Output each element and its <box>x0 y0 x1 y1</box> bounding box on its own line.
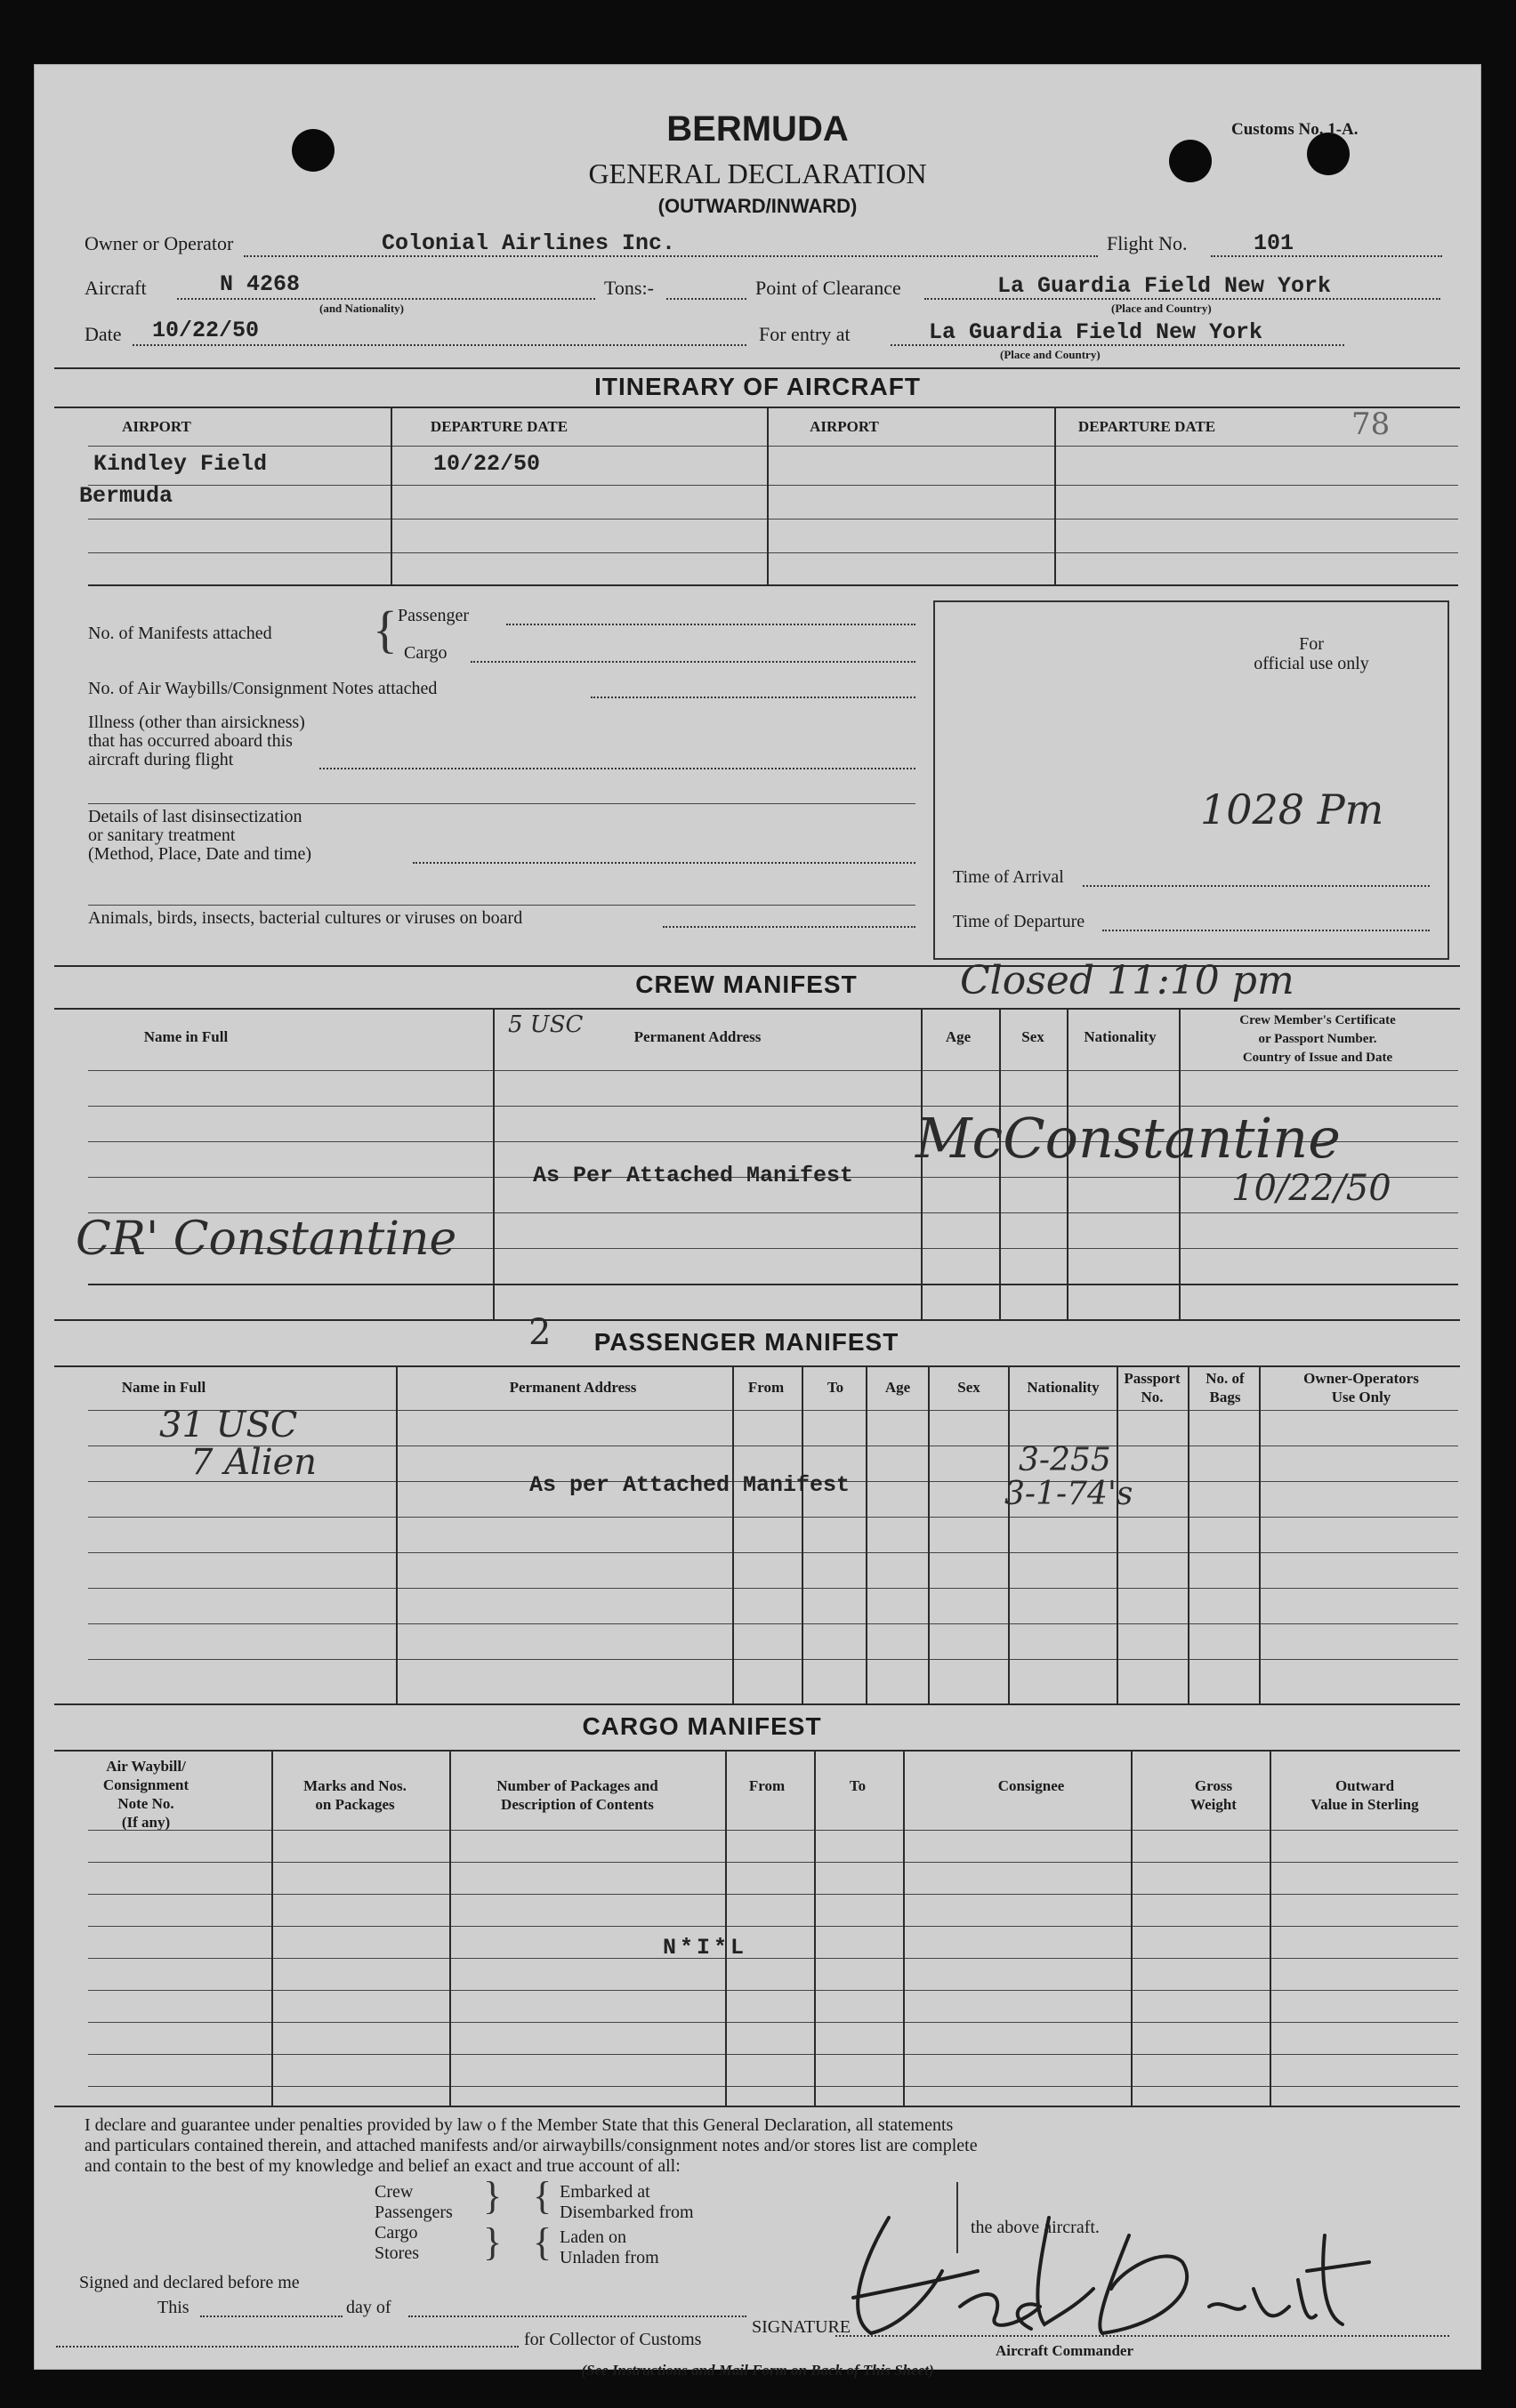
date-line <box>133 344 746 346</box>
flight-line <box>1211 255 1442 257</box>
itinerary-title: ITINERARY OF AIRCRAFT <box>594 373 921 400</box>
departure-label: Time of Departure <box>953 912 1085 931</box>
date-label: Date <box>85 323 122 345</box>
decl-crew: Crew <box>375 2182 414 2202</box>
cargo-nil: N*I*L <box>663 1935 748 1961</box>
decl-above-aircraft: the above aircraft. <box>971 2218 1100 2237</box>
cargo-col-marks <box>266 1776 444 1814</box>
decl-cargo: Cargo <box>375 2223 418 2243</box>
official-use-line-1: For <box>1299 634 1324 654</box>
declaration-line-3: and contain to the best of my knowledge and belief an exact and true account of all: <box>85 2156 681 2176</box>
rule <box>88 1517 1458 1518</box>
rule <box>88 1070 1458 1071</box>
pax-note-1: 31 USC <box>159 1405 298 1446</box>
brace: { <box>373 600 398 658</box>
illness-label-2: that has occurred aboard this <box>88 731 293 751</box>
cargo-waybill-line-3: Note No. <box>117 1795 174 1812</box>
passenger-label: Passenger <box>398 606 469 625</box>
decl-unladen: Unladen from <box>560 2248 659 2267</box>
rule <box>903 1750 905 2106</box>
entry-label: For entry at <box>759 323 851 345</box>
pax-col-age: Age <box>884 1379 911 1396</box>
rule <box>866 1365 867 1703</box>
rule <box>814 1750 816 2106</box>
rule <box>54 1008 1460 1010</box>
rule <box>767 407 769 584</box>
crew-signature-date: 10/22/50 <box>1231 1168 1391 1209</box>
official-use-line-2: official use only <box>1254 654 1369 673</box>
decl-embarked: Embarked at <box>560 2182 650 2202</box>
disinsect-label-3: (Method, Place, Date and time) <box>88 844 312 864</box>
signature-label: SIGNATURE <box>752 2317 851 2337</box>
rule <box>88 1659 1458 1660</box>
clearance-label: Point of Clearance <box>755 277 901 299</box>
animals-line <box>663 926 915 928</box>
crew-title: CREW MANIFEST <box>635 970 858 998</box>
this-line <box>200 2315 343 2317</box>
crew-col-name: Name in Full <box>143 1028 229 1045</box>
flight-label: Flight No. <box>1107 232 1188 254</box>
crew-col-nationality: Nationality <box>1084 1028 1157 1045</box>
tons-label: Tons:- <box>604 277 654 299</box>
disinsect-label-1: Details of last disinsectization <box>88 807 302 826</box>
rule <box>88 1862 1458 1863</box>
cargo-packages-line-1: Number of Packages and <box>496 1777 658 1794</box>
cargo-col-from: From <box>748 1777 786 1794</box>
pax-owner-line-1: Owner-Operators <box>1303 1370 1419 1387</box>
rule <box>928 1365 930 1703</box>
tons-line <box>666 298 746 300</box>
rule <box>88 803 915 804</box>
rule <box>1117 1365 1118 1703</box>
cargo-value-line-2: Value in Sterling <box>1310 1796 1419 1813</box>
col-airport-2: AIRPORT <box>810 418 879 435</box>
rule <box>54 1365 1460 1367</box>
crew-margin-note: CR' Constantine <box>76 1212 457 1266</box>
arrival-handwritten: 1028 Pm <box>1200 785 1384 834</box>
cargo-col-value <box>1271 1776 1458 1814</box>
crew-signature: McConstantine <box>915 1106 1341 1171</box>
pax-col-to: To <box>827 1379 844 1396</box>
form-number: Customs No. 1-A. <box>1231 120 1359 139</box>
rule <box>54 1750 1460 1752</box>
cargo-marks-line-1: Marks and Nos. <box>303 1777 407 1794</box>
col-departure-date-2: DEPARTURE DATE <box>1077 418 1216 435</box>
place-country-note: (Place and Country) <box>1000 348 1101 361</box>
aircraft-value: N 4268 <box>220 271 301 297</box>
crew-col-sex: Sex <box>1021 1028 1044 1045</box>
disinsect-label-2: or sanitary treatment <box>88 825 236 845</box>
rule <box>88 1588 1458 1589</box>
owner-label: Owner or Operator <box>85 232 234 254</box>
this-label: This <box>157 2298 190 2317</box>
day-label: day of <box>346 2298 391 2317</box>
rule <box>54 407 1460 408</box>
rule <box>88 1894 1458 1895</box>
rule <box>1054 407 1056 584</box>
declaration-form <box>34 64 1481 2379</box>
cargo-col-to: To <box>849 1777 867 1794</box>
pax-col-bags <box>1191 1369 1259 1406</box>
pax-owner-line-2: Use Only <box>1331 1389 1391 1405</box>
pax-bags-line-2: Bags <box>1209 1389 1241 1405</box>
declaration-line-1: I declare and guarantee under penalties provided by law o f the Member State that this General Declaration, all statements <box>85 2115 954 2135</box>
rule <box>88 552 1458 553</box>
arrival-label: Time of Arrival <box>953 867 1064 887</box>
decl-passengers: Passengers <box>375 2203 453 2222</box>
commander-signature <box>827 2182 1449 2360</box>
rule <box>88 2022 1458 2023</box>
decl-laden: Laden on <box>560 2227 626 2247</box>
crew-cert-line-3: Country of Issue and Date <box>1242 1051 1393 1065</box>
cargo-waybill-line-4: (If any) <box>121 1814 171 1831</box>
official-use-label <box>1209 634 1414 673</box>
collector-label: for Collector of Customs <box>524 2330 702 2349</box>
rule <box>88 446 1458 447</box>
illness-label-1: Illness (other than airsickness) <box>88 713 305 732</box>
rule <box>88 2054 1458 2055</box>
rule <box>1008 1365 1010 1703</box>
cargo-col-gross <box>1165 1776 1262 1814</box>
departure-line <box>1102 930 1430 931</box>
passenger-title: PASSENGER MANIFEST <box>593 1328 899 1356</box>
decl-stores: Stores <box>375 2243 419 2263</box>
rule <box>54 367 1460 369</box>
rule <box>802 1365 803 1703</box>
day-line <box>408 2315 746 2317</box>
rule <box>1259 1365 1261 1703</box>
pax-col-passport <box>1117 1369 1188 1406</box>
itinerary-airport-line1: Kindley Field <box>93 451 268 477</box>
col-departure-date: DEPARTURE DATE <box>430 418 568 435</box>
itinerary-departure-value: 10/22/50 <box>433 451 541 477</box>
pax-bags-line-1: No. of <box>1206 1370 1245 1387</box>
crew-cert-line-2: or Passport Number. <box>1258 1032 1377 1046</box>
rule <box>88 584 1458 586</box>
aircraft-line <box>177 298 595 300</box>
passenger-count-note: 2 <box>528 1312 552 1353</box>
disinsect-line <box>413 862 915 864</box>
collector-line <box>56 2346 519 2348</box>
rule <box>391 407 392 584</box>
footer-instructions: (See Instructions and Mail Form on Back of This Sheet) <box>581 2362 934 2379</box>
waybills-line <box>591 697 915 698</box>
decl-disembarked: Disembarked from <box>560 2203 694 2222</box>
brace: } <box>483 2220 503 2264</box>
pax-col-name: Name in Full <box>121 1379 206 1396</box>
itinerary-airport-line2: Bermuda <box>79 483 173 509</box>
clearance-value: La Guardia Field New York <box>997 273 1332 299</box>
form-subtitle: (OUTWARD/INWARD) <box>657 195 858 217</box>
pax-col-address: Permanent Address <box>509 1379 637 1396</box>
crew-col-address: Permanent Address <box>633 1028 762 1045</box>
passenger-line <box>506 624 915 625</box>
brace: { <box>533 2174 552 2218</box>
waybills-label: No. of Air Waybills/Consignment Notes attached <box>88 679 438 698</box>
rule <box>1131 1750 1133 2106</box>
illness-label-3: aircraft during flight <box>88 750 234 769</box>
rule <box>88 905 915 906</box>
rule <box>88 1926 1458 1927</box>
pax-passport-line-2: No. <box>1141 1389 1164 1405</box>
date-value: 10/22/50 <box>152 318 260 343</box>
declaration-line-2: and particulars contained therein, and attached manifests and/or airwaybills/consignment notes and/or stores list are complete <box>85 2136 978 2155</box>
signed-before-label: Signed and declared before me <box>79 2273 300 2292</box>
pax-passport-line-1: Passport <box>1124 1370 1181 1387</box>
aircraft-label: Aircraft <box>85 277 147 299</box>
rule <box>271 1750 273 2106</box>
brace: } <box>483 2174 503 2218</box>
cargo-col-packages <box>453 1776 702 1814</box>
stamp-number: 78 <box>1351 407 1391 442</box>
rule <box>88 1623 1458 1624</box>
rule <box>1188 1365 1189 1703</box>
country-heading: BERMUDA <box>666 109 849 149</box>
manifests-label: No. of Manifests attached <box>88 624 272 643</box>
rule <box>54 1703 1460 1705</box>
pax-note-2: 7 Alien <box>190 1442 318 1483</box>
pax-col-from: From <box>747 1379 785 1396</box>
crew-closed-note: Closed 11:10 pm <box>960 958 1294 1003</box>
crew-col-age: Age <box>945 1028 972 1045</box>
rule <box>54 2106 1460 2107</box>
cargo-marks-line-2: on Packages <box>315 1796 395 1813</box>
rule <box>449 1750 451 2106</box>
rule <box>1270 1750 1271 2106</box>
cargo-label: Cargo <box>404 643 448 663</box>
rule <box>396 1365 398 1703</box>
rule <box>725 1750 727 2106</box>
pax-col-owner <box>1262 1369 1460 1406</box>
illness-line <box>319 768 915 769</box>
rule <box>88 1958 1458 1959</box>
rule <box>54 1319 1460 1321</box>
cargo-title: CARGO MANIFEST <box>582 1712 822 1740</box>
nationality-note: (and Nationality) <box>319 302 404 315</box>
crew-col-certificate <box>1184 1011 1451 1067</box>
place-country-note: (Place and Country) <box>1111 302 1212 315</box>
rule <box>88 485 1458 486</box>
cargo-packages-line-2: Description of Contents <box>501 1796 654 1813</box>
brace: { <box>533 2220 552 2264</box>
cargo-line <box>471 661 915 663</box>
crew-count-note: 5 USC <box>508 1011 584 1038</box>
crew-cert-line-1: Crew Member's Certificate <box>1239 1013 1396 1027</box>
rule <box>88 1284 1458 1285</box>
cargo-col-consignee: Consignee <box>997 1777 1065 1794</box>
rule <box>88 1830 1458 1831</box>
animals-label: Animals, birds, insects, bacterial cultures or viruses on board <box>88 908 523 928</box>
arrival-line <box>1083 885 1430 887</box>
pax-col-nationality: Nationality <box>1027 1379 1100 1396</box>
rule <box>88 1552 1458 1553</box>
commander-label: Aircraft Commander <box>996 2342 1134 2359</box>
cargo-waybill-line-2: Consignment <box>102 1776 190 1793</box>
entry-value: La Guardia Field New York <box>929 319 1263 345</box>
crew-attached-text: As Per Attached Manifest <box>533 1163 854 1188</box>
rule <box>88 1990 1458 1991</box>
pax-note-right-1: 3-255 <box>1019 1442 1111 1478</box>
owner-value: Colonial Airlines Inc. <box>382 230 676 256</box>
rule <box>493 1008 495 1319</box>
pax-note-right-2: 3-1-74's <box>1004 1476 1133 1512</box>
pax-attached-text: As per Attached Manifest <box>529 1472 851 1498</box>
cargo-value-line-1: Outward <box>1335 1777 1395 1794</box>
form-title: GENERAL DECLARATION <box>588 157 927 189</box>
cargo-waybill-line-1: Air Waybill/ <box>106 1758 186 1775</box>
rule <box>88 2086 1458 2087</box>
cargo-gross-line-2: Weight <box>1190 1796 1237 1813</box>
cargo-gross-line-1: Gross <box>1194 1777 1233 1794</box>
flight-value: 101 <box>1254 230 1294 256</box>
rule <box>732 1365 734 1703</box>
col-airport: AIRPORT <box>122 418 191 435</box>
cargo-col-waybill <box>88 1757 204 1832</box>
pax-col-sex: Sex <box>957 1379 980 1396</box>
